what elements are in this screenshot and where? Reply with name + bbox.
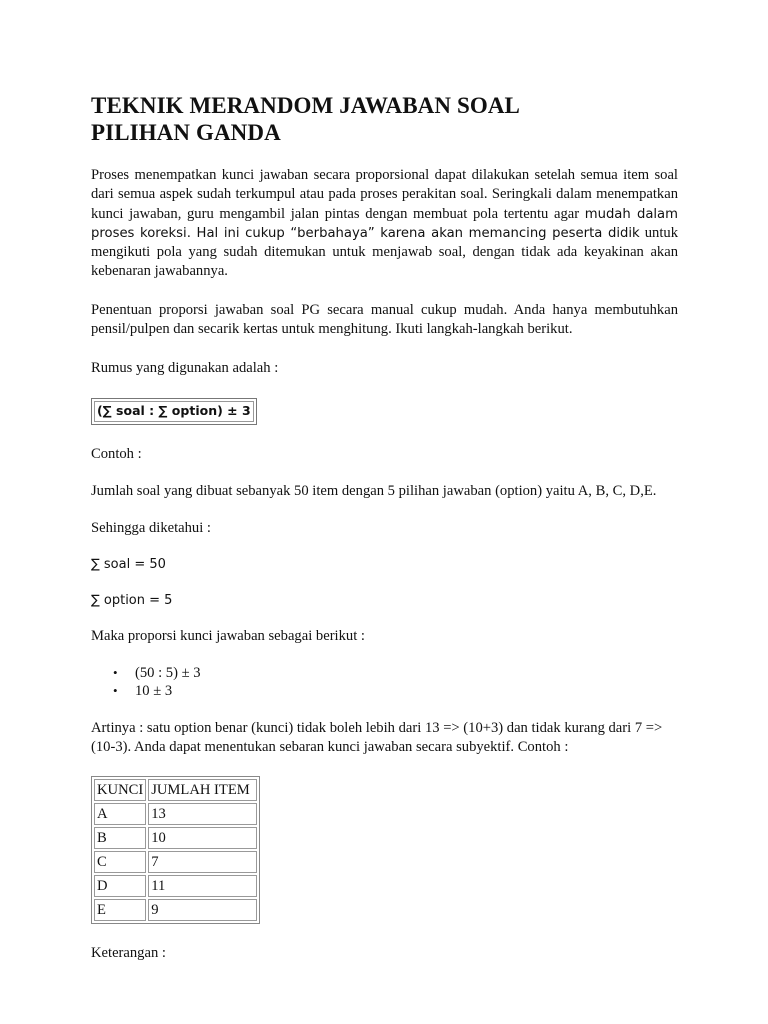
table-row xyxy=(94,827,257,849)
paragraph-example: Jumlah soal yang dibuat sebanyak 50 item dengan 5 pilihan jawaban (option) yaitu A, B, C, D,E. xyxy=(91,482,657,499)
table-header-cell: KUNCI xyxy=(94,779,146,801)
table-row xyxy=(94,803,257,825)
bullet-icon: • xyxy=(113,664,118,680)
document-page xyxy=(91,92,678,964)
formula-text: (∑ soal : ∑ option) ± 3 xyxy=(94,401,254,422)
answer-key-table xyxy=(91,776,260,924)
proportion-label: Maka proporsi kunci jawaban sebagai berikut : xyxy=(91,627,365,644)
known-soal: ∑ soal = 50 xyxy=(91,556,166,572)
table-cell-key: E xyxy=(94,899,146,921)
table-header-row xyxy=(94,779,257,801)
paragraph-manual: Penentuan proporsi jawaban soal PG secara manual cukup mudah. Anda hanya membutuhkan pensil/pulpen dan secarik kertas untuk menghitung. Ikuti langkah-langkah berikut. xyxy=(91,301,678,338)
list-item-text: 10 ± 3 xyxy=(135,683,173,700)
list-item xyxy=(113,682,678,701)
table-cell-count: 11 xyxy=(148,875,257,897)
bullet-icon: • xyxy=(113,683,118,699)
proportion-list xyxy=(91,664,678,701)
document-title xyxy=(91,92,678,146)
known-option: ∑ option = 5 xyxy=(91,592,173,608)
list-item xyxy=(113,664,678,683)
table-cell-key: C xyxy=(94,851,146,873)
table-cell-count: 9 xyxy=(148,899,257,921)
paragraph-meaning: Artinya : satu option benar (kunci) tidak boleh lebih dari 13 => (10+3) dan tidak kurang dari 7 => (10-3). Anda dapat menentukan sebaran kunci jawaban secara subyektif. Contoh : xyxy=(91,719,663,756)
table-row xyxy=(94,851,257,873)
paragraph-intro-end: untuk mengikuti pola yang sudah ditemukan untuk menjawab soal, dengan tidak ada keyakinan akan kebenaran jawabannya. xyxy=(91,224,678,280)
list-item-text: (50 : 5) ± 3 xyxy=(135,664,201,681)
table-row xyxy=(94,875,257,897)
formula-box xyxy=(91,398,257,425)
table-cell-count: 10 xyxy=(148,827,257,849)
table-cell-key: A xyxy=(94,803,146,825)
table-cell-key: D xyxy=(94,875,146,897)
paragraph-intro-start: Proses menempatkan kunci jawaban secara proporsional dapat dilakukan setelah semua item soal dari semua aspek sudah terkumpul atau pada proses perakitan soal. Seringkali dalam menempatkan kunci jawaban, guru mengambil jalan pintas dengan membuat pola tertentu agar xyxy=(91,167,678,222)
notes-label: Keterangan : xyxy=(91,945,166,962)
example-label: Contoh : xyxy=(91,445,142,462)
title-line-1: TEKNIK MERANDOM JAWABAN SOAL xyxy=(91,93,520,118)
paragraph-formula-intro: Rumus yang digunakan adalah : xyxy=(91,360,279,377)
paragraph-intro xyxy=(91,166,678,282)
known-label: Sehingga diketahui : xyxy=(91,520,211,537)
table-cell-key: B xyxy=(94,827,146,849)
table-header-cell: JUMLAH ITEM xyxy=(148,779,257,801)
table-row xyxy=(94,899,257,921)
table-cell-count: 13 xyxy=(148,803,257,825)
table-cell-count: 7 xyxy=(148,851,257,873)
paragraph-intro-sans: mudah dalam proses koreksi. Hal ini cukup “berbahaya” karena akan memancing peserta didik xyxy=(91,206,678,241)
title-line-2: PILIHAN GANDA xyxy=(91,120,281,145)
